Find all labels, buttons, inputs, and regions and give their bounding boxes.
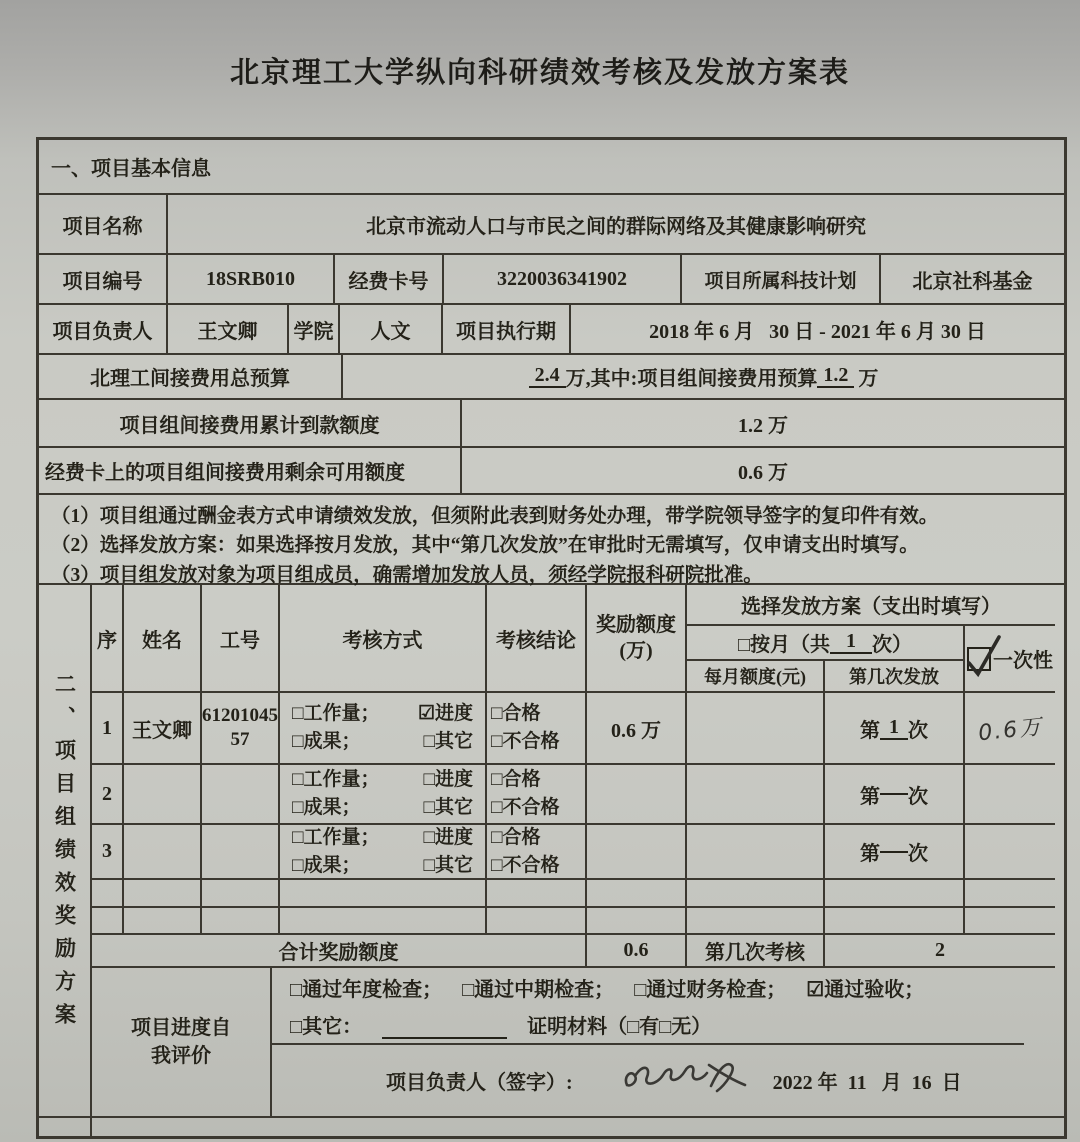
row2-checkbox-fail: □不合格 xyxy=(491,797,560,818)
project-name-value: 北京市流动人口与市民之间的群际网络及其健康影响研究 xyxy=(366,215,866,238)
monthly-amount-header: 每月额度(元) xyxy=(687,661,825,691)
row1-nth-prefix: 第 xyxy=(860,719,880,742)
row1-nth-issue xyxy=(825,693,965,763)
project-no-label: 项目编号 xyxy=(39,255,168,303)
section2-side-label-text: 二、项目组绩效奖励方案 xyxy=(52,673,77,1036)
once-label: 一次性 xyxy=(993,650,1053,672)
monthly-option xyxy=(687,626,963,661)
row2-checkbox-outcome: □成果； xyxy=(292,797,361,818)
row2-nth-issue xyxy=(825,765,965,823)
period-value: 2018 年 6 月 30 日 - 2021 年 6 月 30 日 xyxy=(649,320,986,343)
row3-nth-suffix: 次 xyxy=(908,843,928,865)
row3-conclusion xyxy=(487,825,587,878)
form-table xyxy=(36,137,1067,1139)
remain-value: 0.6 万 xyxy=(738,462,788,484)
amount-header-line1: 奖励额度 xyxy=(596,614,676,636)
total-amount: 0.6 xyxy=(587,935,687,966)
row2-seq: 2 xyxy=(92,765,124,823)
indirect-budget-label: 北理工间接费用总预算 xyxy=(39,355,343,398)
row1-empid xyxy=(202,693,280,763)
row3-amount xyxy=(587,825,687,878)
col-header-seq: 序 xyxy=(92,585,124,691)
row2-empid xyxy=(202,765,280,823)
row1-checkbox-pass: □合格 xyxy=(491,703,541,725)
once-option xyxy=(965,626,1055,691)
proof-material-text: 证明材料（□有□无） xyxy=(527,1015,712,1038)
self-eval-label xyxy=(92,968,272,1116)
monthly-option-suffix: 次） xyxy=(872,634,913,656)
row2-checkbox-pass: □合格 xyxy=(491,769,541,791)
monthly-times-value: 1 xyxy=(830,631,872,654)
empty-row-b xyxy=(92,908,1055,935)
checkbox-finance-check: □通过财务检查； xyxy=(634,978,787,1001)
row2-nth-suffix: 次 xyxy=(908,785,928,808)
program-label: 项目所属科技计划 xyxy=(682,255,881,303)
notes-block xyxy=(39,495,1064,586)
fund-card-value: 3220036341902 xyxy=(444,255,682,303)
nth-assessment-value: 2 xyxy=(935,939,945,961)
fund-card-label: 经费卡号 xyxy=(335,255,444,303)
row3-seq: 3 xyxy=(92,825,124,878)
empty-row-a xyxy=(92,880,1055,908)
row1-monthly-amount xyxy=(687,693,825,763)
row2-checkbox-progress: □进度 xyxy=(423,769,473,791)
col-header-method: 考核方式 xyxy=(280,585,487,691)
row2-monthly-amount xyxy=(687,765,825,823)
row1-once-cell xyxy=(965,693,1055,763)
once-checkbox xyxy=(967,647,991,671)
row3-nth-issue xyxy=(825,825,965,878)
signature-date: 2022 年 11 月 16 日 xyxy=(772,1072,962,1094)
leader-value: 王文卿 xyxy=(168,305,289,353)
row2-nth-num xyxy=(880,793,908,795)
self-eval-options xyxy=(272,968,1024,1045)
program-value: 北京社科基金 xyxy=(912,270,1033,293)
row1-checkbox-fail: □不合格 xyxy=(491,731,560,752)
row1-checkbox-other: □其它 xyxy=(423,731,473,752)
row3-checkbox-other: □其它 xyxy=(423,854,473,876)
leader-label: 项目负责人 xyxy=(39,305,168,353)
nth-assessment-label: 第几次考核 xyxy=(687,935,825,966)
row2-nth-prefix: 第 xyxy=(860,785,880,808)
signature-row xyxy=(272,1045,1024,1116)
arrived-value: 1.2 万 xyxy=(738,414,788,437)
row1-nth-num: 1 xyxy=(880,717,908,740)
row3-empid xyxy=(202,825,280,878)
row2-conclusion xyxy=(487,765,587,823)
project-name-label: 项目名称 xyxy=(39,195,168,253)
member-table xyxy=(92,585,1055,1116)
note-2: （2）选择发放方案：如果选择按月发放，其中“第几次发放”在审批时无需填写，仅申请支出时填写。 xyxy=(51,535,919,557)
row1-empid-line2: 57 xyxy=(230,729,250,750)
group-budget-amount: 1.2 xyxy=(817,365,854,388)
row1-name: 王文卿 xyxy=(124,693,202,763)
row3-nth-num xyxy=(880,851,908,853)
bottom-partial-row xyxy=(39,1118,1064,1136)
note-3: （3）项目组发放对象为项目组成员，确需增加发放人员，须经学院报科研院批准。 xyxy=(51,564,763,586)
self-eval-label-text: 项目进度自我评价 xyxy=(131,1017,231,1067)
row1-handwritten-amount: 0.6万 xyxy=(976,714,1044,746)
nth-issue-header: 第几次发放 xyxy=(849,667,939,687)
row1-conclusion xyxy=(487,693,587,763)
project-no-value: 18SRB010 xyxy=(168,255,335,303)
row3-nth-prefix: 第 xyxy=(860,843,880,865)
row1-checkbox-progress: ☑进度 xyxy=(417,703,473,725)
row3-checkbox-fail: □不合格 xyxy=(491,854,560,876)
row3-name xyxy=(124,825,202,878)
row2-name xyxy=(124,765,202,823)
row3-monthly-amount xyxy=(687,825,825,878)
row3-method xyxy=(280,825,487,878)
section1-header: 一、项目基本信息 xyxy=(51,158,211,180)
indirect-tail-text: 万 xyxy=(858,368,879,390)
signature-handwriting xyxy=(613,1051,773,1111)
col-header-empid: 工号 xyxy=(202,585,280,691)
col-header-conclusion: 考核结论 xyxy=(487,585,587,691)
row1-checkbox-workload: □工作量； xyxy=(292,703,380,725)
row1-method xyxy=(280,693,487,763)
row3-checkbox-progress: □进度 xyxy=(423,826,473,848)
row3-checkbox-workload: □工作量； xyxy=(292,826,380,848)
total-label: 合计奖励额度 xyxy=(92,935,587,966)
signature-label: 项目负责人（签字）: xyxy=(386,1072,573,1094)
row2-checkbox-other: □其它 xyxy=(423,797,473,818)
handwritten-check-icon xyxy=(965,633,1011,681)
college-value: 人文 xyxy=(340,305,443,353)
row1-seq: 1 xyxy=(92,693,124,763)
remain-label: 经费卡上的项目组间接费用剩余可用额度 xyxy=(39,448,462,493)
row2-method xyxy=(280,765,487,823)
row1-amount: 0.6 万 xyxy=(587,693,687,763)
indirect-mid-text: 万,其中:项目组间接费用预算 xyxy=(565,368,818,390)
plan-header-block xyxy=(687,585,1055,691)
checkbox-other-eval: □其它： xyxy=(290,1015,363,1038)
row2-checkbox-workload: □工作量； xyxy=(292,769,380,791)
checkbox-acceptance: ☑通过验收； xyxy=(806,978,925,1001)
checkbox-mid-check: □通过中期检查； xyxy=(462,978,615,1001)
row1-nth-suffix: 次 xyxy=(908,719,928,742)
row2-once-cell xyxy=(965,765,1055,823)
arrived-label: 项目组间接费用累计到款额度 xyxy=(39,400,462,446)
indirect-total-amount: 2.4 xyxy=(529,365,566,388)
col-header-amount xyxy=(587,585,687,691)
other-eval-blank xyxy=(382,1010,507,1039)
row3-once-cell xyxy=(965,825,1055,878)
row2-amount xyxy=(587,765,687,823)
monthly-option-prefix: □按月（共 xyxy=(737,634,831,656)
row3-checkbox-outcome: □成果； xyxy=(292,854,361,876)
checkbox-annual-check: □通过年度检查； xyxy=(290,978,443,1001)
college-label: 学院 xyxy=(289,305,340,353)
plan-header: 选择发放方案（支出时填写） xyxy=(687,585,1055,626)
section2-side-label xyxy=(39,585,92,1116)
row3-checkbox-pass: □合格 xyxy=(491,826,541,848)
amount-header-line2: (万) xyxy=(619,640,653,662)
row1-empid-line1: 61201045 xyxy=(202,705,278,727)
row1-checkbox-outcome: □成果； xyxy=(292,731,361,752)
indirect-budget-value xyxy=(343,355,1064,398)
note-1: （1）项目组通过酬金表方式申请绩效发放，但须附此表到财务处办理，带学院领导签字的复印件有效。 xyxy=(51,506,939,527)
period-label: 项目执行期 xyxy=(443,305,571,353)
page-title: 北京理工大学纵向科研绩效考核及发放方案表 xyxy=(229,57,850,89)
col-header-name: 姓名 xyxy=(124,585,202,691)
